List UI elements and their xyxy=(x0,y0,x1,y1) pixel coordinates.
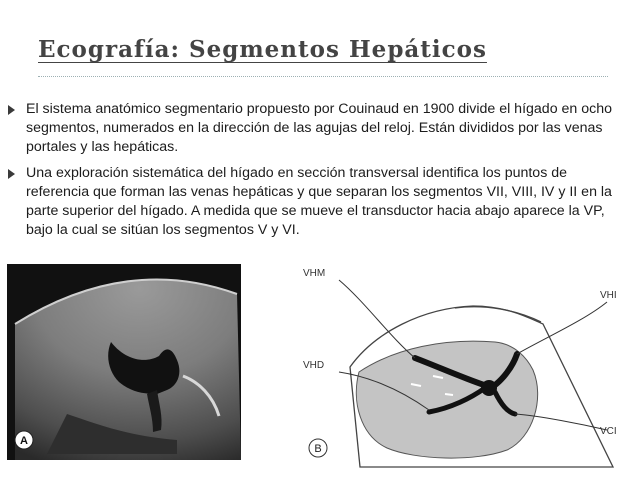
liver-schematic xyxy=(295,262,633,470)
bullet-text: Una exploración sistemática del hígado en sección transversal identifica los puntos de referencia que forman las venas hepáticas y que separan los segmentos VII, VIII, IV y II en la parte superior del hígado. A medida que se mueve el transductor hacia abajo aparece la VP, bajo la cual se sitúan los segmentos V y VI. xyxy=(26,164,612,239)
liver-region xyxy=(356,341,537,458)
ultrasound-image xyxy=(7,264,241,460)
label-vhm: VHM xyxy=(303,268,326,279)
badge-label: A xyxy=(20,435,28,447)
bullet-text: El sistema anatómico segmentario propuesto por Couinaud en 1900 divide el hígado en ocho segmentos, numerados en la dirección de las agujas del reloj. Están divididos por las venas portales y las hepáticas. xyxy=(26,101,613,156)
bullet-list xyxy=(6,100,632,246)
slide-title: Ecografía: Segmentos Hepáticos xyxy=(38,36,487,63)
badge-label: B xyxy=(314,443,322,455)
vessel-confluence xyxy=(481,380,497,396)
bullet-arrow-icon xyxy=(8,105,15,115)
bullet-item xyxy=(6,164,632,241)
label-vhi: VHI xyxy=(600,290,617,301)
title-divider xyxy=(38,76,608,77)
label-vci: VCI xyxy=(600,426,617,437)
bullet-arrow-icon xyxy=(8,169,15,179)
label-vhd: VHD xyxy=(303,360,325,371)
bullet-item xyxy=(6,100,632,158)
